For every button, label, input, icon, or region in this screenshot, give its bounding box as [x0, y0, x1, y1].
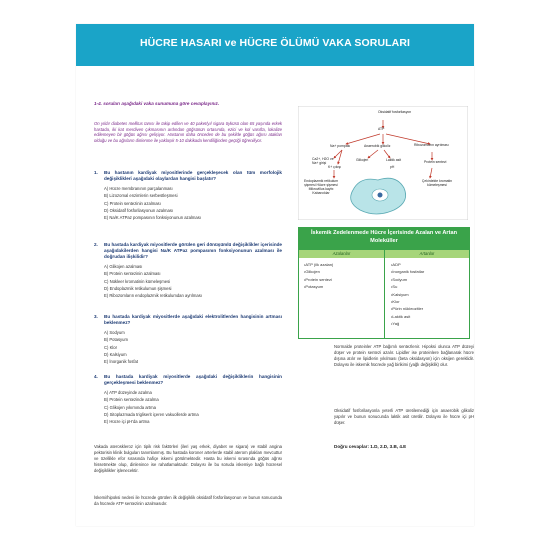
answer-options	[94, 263, 282, 300]
question-text: Bu hastanın kardiyak miyositlerinde gerçekleşecek olan tüm morfolojik değişiklikleri aşağıdaki olaylardan hangisi başlatır?	[104, 170, 282, 181]
question-2	[94, 242, 282, 300]
label-oxphos: Oksidatif fosforilasyon	[378, 110, 412, 114]
list-item: • İnorganik fosfatlar	[391, 268, 424, 275]
question-text: Bu hastada kardiyak miyositlerde aşağıdaki değişikliklerin hangisinin gerçekleşmesi beklenmez?	[104, 374, 282, 385]
list-item: • Pürin nükleozitler	[391, 305, 424, 312]
list-item: • Yağ	[391, 320, 424, 327]
option-d: D) Sitoplazmada trigliserit içeren vakuollerde artma	[104, 411, 199, 417]
answer-options	[94, 185, 282, 222]
option-b: B) Lizozomal enzimlerin serbestleşmesi	[104, 193, 178, 199]
case-text: On yıldır diabetes mellitus tanısı ile takip edilen ve 40 paket/yıl sigara öyküsü olan 65 yaşında erkek hastada, iki kat merdiven çıkmasının ardından göğsünün ortasında, ezici ve kol vasıfta, lokalize edilemeyen bir göğüs ağrısı gelişiyor. Hastanın daha önceden de bu şekilde göğüs ağrısı ataklan olduğu ve bu ağrıların dinlenme ile yaklaşık 5-10 dakikada kendiliğinden geçtiği öğreniliyor.	[94, 121, 282, 144]
list-item: • Kalsiyum	[391, 291, 424, 298]
correct-answers: Doğru cevaplar: 1.D, 2.D, 3.B, 4.E	[334, 444, 407, 449]
option-b: B) Protein sentezinde azalma	[104, 397, 159, 403]
option-e: E) Na/K ATPaz pompasının fonksiyonunun azalması	[104, 215, 201, 221]
list-item: • Potasyum	[304, 283, 333, 290]
right-explanation-1: Normalde proteinler ATP bağımlı sentezlenir. Hipoksi olunca ATP düzeyi düşer ve protein sentezi azalır. Lipidler ise proteinlere bağlanarak hücre dışına atılır ve lipidlerin yıkılması (beta oksidasyon) için oksijen gereklidir. Dolayısı ile iskemik hücrede yağ birikimi (yağlı değişiklik) olur.	[334, 344, 474, 367]
answer-options	[94, 329, 282, 366]
explanation-paragraph-1: Vakada ateroskleroz için tipik risk faktörleri (ileri yaş erkek, diyabet ve sigara) ve stabil angina pektorisin klinik bulguları tanımlanmış. Bu hastada koroner arterlerde stabil aterom plakları mevcuttur ve özellikle efor sırasında hafiçe iskemi görülmektedir. Hasta bu iskemi sırasında göğüs ağrısı hissetmekte olup, dinlenince ise rahatlamaktadır. Dolayısı ile bu soruda iskemiye bağlı hücresel değişiklikler işlenecektir.	[94, 444, 282, 473]
answer-options	[94, 389, 282, 426]
decrease-header: Azalanlar	[299, 250, 384, 258]
option-e: E) Hücre içi pH'da artma	[104, 419, 150, 425]
increase-list	[391, 261, 424, 328]
option-a: A) ATP düzeyinde azalma	[104, 389, 152, 395]
question-number: 3.	[94, 314, 98, 319]
list-item: • Sodyum	[391, 276, 424, 283]
table-title: İskemik Zedelenmede Hücre İçerisinde Azalan ve Artan Moleküller	[299, 228, 469, 250]
question-text: Bu hastada kardiyak miyositlerde görülen geri dönüşümlü değişiklikler içerisinde aşağıdakilerden hangisi Na/K ATPaz pompasının fonksiyonunun azalması ile doğrudan ilişkilidir?	[104, 242, 282, 259]
option-e: E) İnorganik fosfat	[104, 359, 138, 365]
option-d: D) Oksidatif fosforilasyonun azalması	[104, 207, 174, 213]
question-stem	[94, 242, 282, 260]
molecule-table	[298, 227, 470, 339]
option-c: C) Protein sentezinin azalması	[104, 200, 161, 206]
right-explanation-2: Oksidatif fosforilasyonla yeterli ATP üretilemediği için anaerobik glikoliz yapılır ve bunun sonucunda laktik asit üretilir. Dolayısı ile hücre içi pH düşer.	[334, 408, 474, 425]
label-er-swelling: Endoplazmik retikulum şişmesi Hücre şişmesi Mikrovillus kaybı Kabarcıklar	[303, 179, 339, 195]
question-stem	[94, 374, 282, 386]
option-c: C) Nükleer kromatinin kümeleşmesi	[104, 278, 171, 284]
question-text: Bu hastada kardiyak miyositlerde aşağıdaki elektrolitlerden hangisinin artması beklenmez?	[104, 314, 282, 325]
option-c: C) Glikojen yıkımında artma	[104, 404, 156, 410]
page-title: HÜCRE HASARI ve HÜCRE ÖLÜMÜ VAKA SORULARI	[139, 37, 411, 49]
question-3	[94, 314, 282, 366]
list-item: • Klor	[391, 298, 424, 305]
label-protein: Protein sentezi	[424, 160, 447, 164]
label-glycogen: Glikojen	[356, 158, 369, 162]
option-a: A) Hücre membranının parçalanması	[104, 185, 173, 191]
label-na-pump: Na+ pompası	[330, 144, 351, 148]
ischemia-diagram	[298, 106, 468, 220]
list-item: • ATP (ilk azalan)	[304, 261, 333, 268]
decrease-list	[304, 261, 333, 291]
title-banner	[76, 24, 474, 66]
option-c: C) Klor	[104, 344, 118, 350]
question-number: 2.	[94, 242, 98, 247]
list-item: • Laktik asit	[391, 313, 424, 320]
page	[76, 24, 474, 526]
label-glycolysis: Anaerobik glikoliz	[364, 144, 391, 148]
list-item: • Su	[391, 283, 424, 290]
column-divider	[384, 250, 385, 338]
question-stem	[94, 314, 282, 326]
label-ph: pH	[390, 165, 395, 169]
option-b: B) Protein sentezinin azalması	[104, 271, 161, 277]
option-a: A) Glikojen azalması	[104, 263, 143, 269]
question-4	[94, 374, 282, 426]
list-item: • ADP	[391, 261, 424, 268]
label-k-out: K+ çıkışı	[328, 165, 342, 169]
increase-header: Artanlar	[385, 250, 469, 258]
option-d: D) Kalsiyum	[104, 351, 127, 357]
intro-heading: 1-4. soruları aşağıdaki vaka sunumuna göre cevaplayınız.	[94, 101, 220, 106]
list-item: • Glikojen	[304, 268, 333, 275]
label-ions: Ca2+, H2O ve Na+ girişi	[312, 157, 334, 165]
option-d: D) Endoplazmik retikulumun şişmesi	[104, 285, 172, 291]
label-ribosome: Ribozomların ayrılması	[414, 143, 449, 147]
option-b: B) Potasyum	[104, 337, 128, 343]
option-e: E) Ribozomların endoplazmik retikulumdan ayrılması	[104, 293, 202, 299]
label-lactic: Laktik asit	[386, 158, 402, 162]
list-item: • Protein sentezi	[304, 276, 333, 283]
question-1	[94, 170, 282, 222]
option-a: A) Sodyum	[104, 329, 125, 335]
question-number: 4.	[94, 374, 98, 379]
question-stem	[94, 170, 282, 182]
label-chromatin: Çekirdekte kromatin kümeleşmesi	[421, 179, 453, 187]
explanation-paragraph-2: İskemi/hipoksi nedeni ile hücrede görülen ilk değişiklik oksidatif fosforilasyonun ve bunun sonucunda da hücrede ATP sentezinin azalmasıdır.	[94, 495, 282, 506]
label-atp: ATP	[378, 127, 385, 131]
question-number: 1.	[94, 170, 98, 175]
